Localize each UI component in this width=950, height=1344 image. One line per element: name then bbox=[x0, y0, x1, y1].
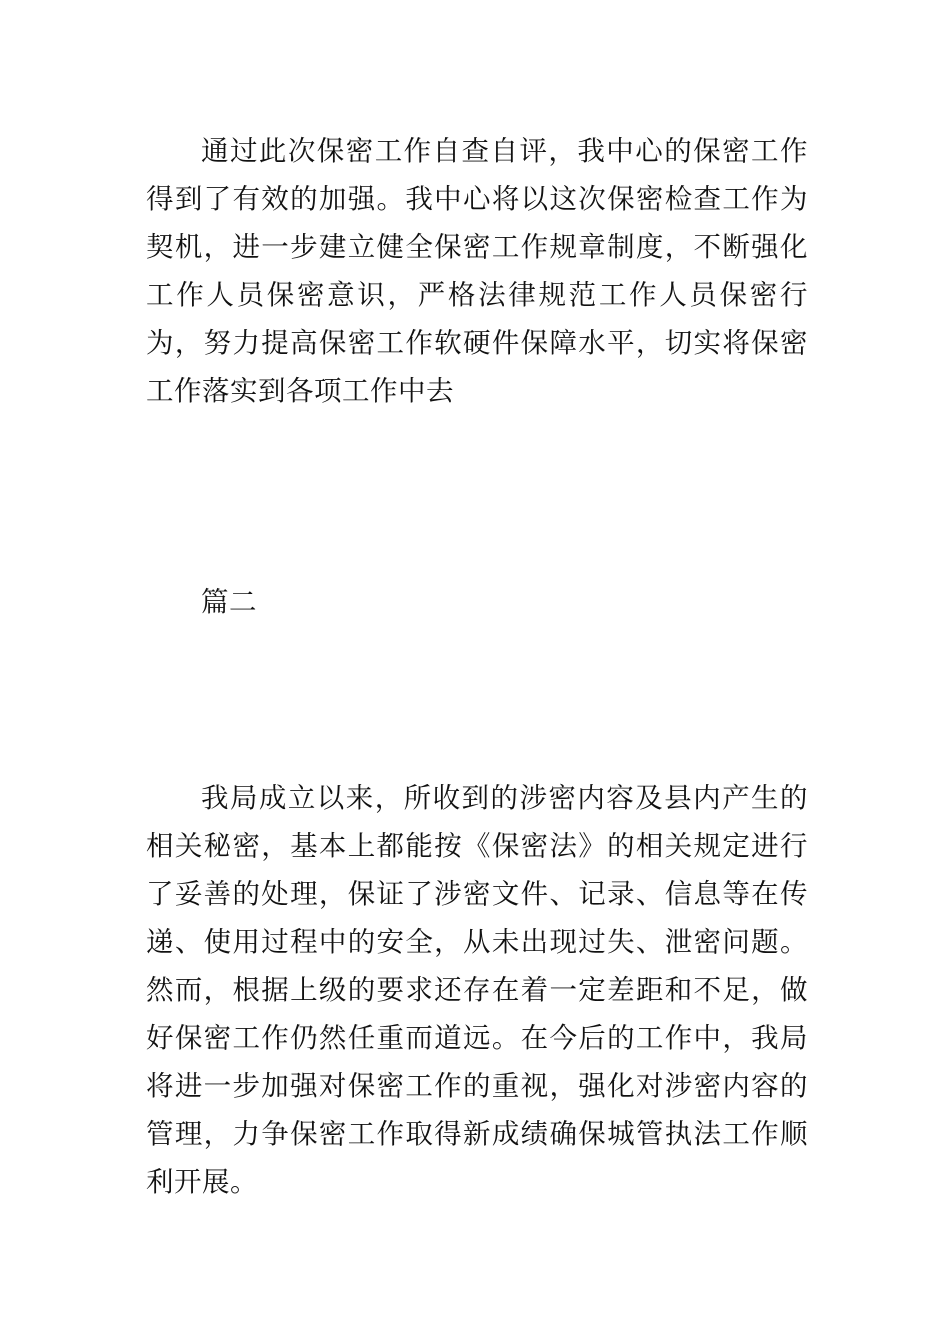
paragraph-self-inspection-summary: 通过此次保密工作自查自评，我中心的保密工作得到了有效的加强。我中心将以这次保密检查工作为契机，进一步建立健全保密工作规章制度，不断强化工作人员保密意识，严格法律规范工作人员保密行为，努力提高保密工作软硬件保障水平，切实将保密工作落实到各项工作中去 bbox=[146, 135, 808, 407]
section-heading: 篇二 bbox=[201, 586, 257, 618]
paragraph-bureau-confidentiality: 我局成立以来，所收到的涉密内容及县内产生的相关秘密，基本上都能按《保密法》的相关规定进行了妥善的处理，保证了涉密文件、记录、信息等在传递、使用过程中的安全，从未出现过失、泄密问题。然而，根据上级的要求还存在着一定差距和不足，做好保密工作仍然任重而道远。在今后的工作中，我局将进一步加强对保密工作的重视，强化对涉密内容的管理，力争保密工作取得新成绩确保城管执法工作顺利开展。 bbox=[146, 782, 808, 1198]
